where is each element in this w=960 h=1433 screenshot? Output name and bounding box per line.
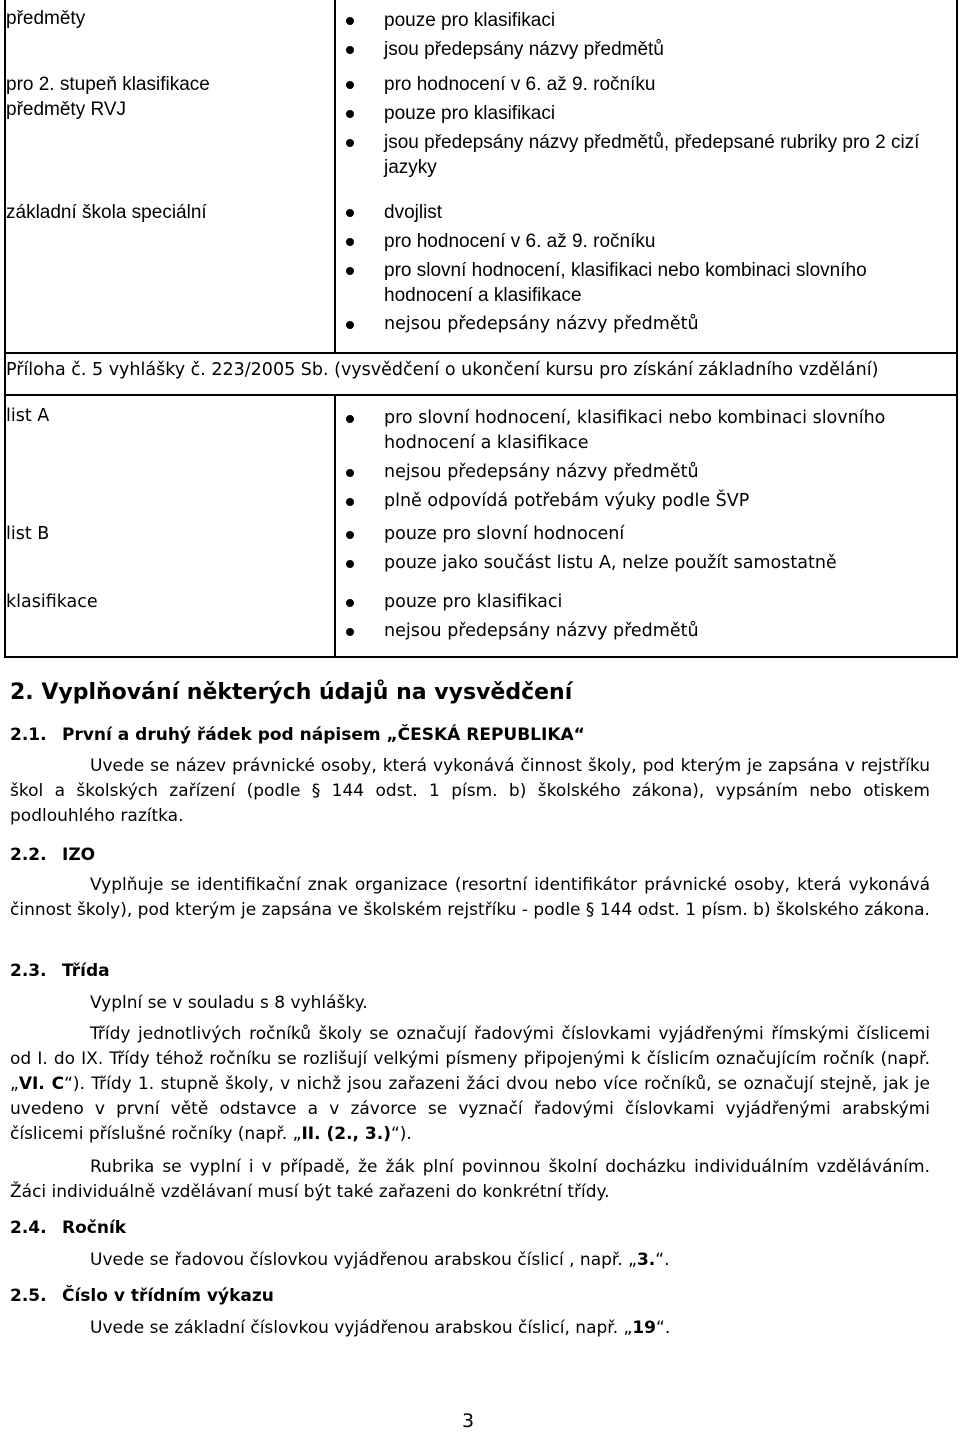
paragraph-2-3c: Rubrika se vyplní i v případě, že žák plní povinnou školní docházku individuálním vzděláváním. Žáci individuálně vzdělávaní musí být také zařazeni do konkrétní třídy. bbox=[10, 1157, 930, 1202]
row-bullets bbox=[335, 395, 957, 522]
list-item: pro hodnocení v 6. až 9. ročníku bbox=[344, 72, 956, 97]
paragraph-2-3b: Třídy jednotlivých ročníků školy se označují řadovými číslovkami vyjádřenými římskými číslicemi od I. do IX. Třídy téhož ročníku se rozlišují velkými písmeny připojenými k číslicím označujícím ročník (např. „VI. C“). Třídy 1. stupně školy, v nichž jsou zařazeni žáci dvou nebo více ročníků, se označují stejně, jak je uvedeno v první větě odstavce a v závorce se vyznačí řadovými číslovkami vyjádřenými arabskými číslicemi příslušné ročníky (např. „II. (2., 3.)“). bbox=[10, 1024, 930, 1144]
list-item: nejsou předepsány názvy předmětů bbox=[344, 460, 956, 485]
paragraph-2-1: Uvede se název právnické osoby, která vykonává činnost školy, pod kterým je zapsána v rejstříku škol a školských zařízení (podle § 144 odst. 1 písm. b) školského zákona), vypsáním nebo otiskem podlouhlého razítka. bbox=[10, 756, 930, 826]
priloha-row: Příloha č. 5 vyhlášky č. 223/2005 Sb. (vysvědčení o ukončení kursu pro získání základního vzdělání) bbox=[5, 353, 957, 395]
top-table bbox=[4, 0, 958, 658]
heading-2-4: 2.4. Ročník bbox=[10, 1218, 127, 1238]
list-item: pro hodnocení v 6. až 9. ročníku bbox=[344, 229, 956, 254]
list-item: pouze pro klasifikaci bbox=[344, 101, 956, 126]
list-item: pro slovní hodnocení, klasifikaci nebo kombinaci slovního hodnocení a klasifikace bbox=[344, 406, 944, 456]
row-bullets bbox=[335, 590, 957, 657]
row-label: základní škola speciální bbox=[5, 200, 335, 353]
row-label: list A bbox=[5, 395, 335, 522]
row-label: pro 2. stupeň klasifikace předměty RVJ bbox=[5, 72, 335, 200]
list-item: pro slovní hodnocení, klasifikaci nebo kombinaci slovního hodnocení a klasifikace bbox=[344, 258, 944, 308]
list-item: nejsou předepsány názvy předmětů bbox=[344, 312, 956, 337]
section-title: 2. Vyplňování některých údajů na vysvědčení bbox=[10, 680, 573, 705]
heading-2-1: 2.1. První a druhý řádek pod nápisem „ČESKÁ REPUBLIKA“ bbox=[10, 725, 585, 745]
list-item: pouze jako součást listu A, nelze použít samostatně bbox=[344, 551, 956, 576]
list-item: jsou předepsány názvy předmětů, předepsané rubriky pro 2 cizí jazyky bbox=[344, 130, 944, 180]
page-number: 3 bbox=[462, 1410, 475, 1432]
heading-2-3: 2.3. Třída bbox=[10, 961, 110, 981]
paragraph-2-5: Uvede se základní číslovkou vyjádřenou arabskou číslicí, např. „19“. bbox=[90, 1318, 671, 1338]
paragraph-2-3a: Vyplní se v souladu s 8 vyhlášky. bbox=[90, 993, 368, 1013]
row-label: list B bbox=[5, 522, 335, 590]
list-item: pouze pro slovní hodnocení bbox=[344, 522, 956, 547]
heading-2-2: 2.2. IZO bbox=[10, 845, 96, 865]
table-row bbox=[5, 353, 957, 395]
table-row bbox=[5, 0, 957, 72]
table-row bbox=[5, 200, 957, 353]
list-item: jsou předepsány názvy předmětů bbox=[344, 37, 956, 62]
row-bullets bbox=[335, 0, 957, 72]
table-row bbox=[5, 590, 957, 657]
table-row bbox=[5, 395, 957, 522]
row-bullets bbox=[335, 522, 957, 590]
list-item: nejsou předepsány názvy předmětů bbox=[344, 619, 956, 644]
paragraph-2-4: Uvede se řadovou číslovkou vyjádřenou arabskou číslicí , např. „3.“. bbox=[90, 1250, 670, 1270]
paragraph-2-2: Vyplňuje se identifikační znak organizace (resortní identifikátor právnické osoby, která vykonává činnost školy), pod kterým je zapsána ve školském rejstříku - podle § 144 odst. 1 písm. b) školského zákona. bbox=[10, 875, 930, 920]
list-item: plně odpovídá potřebám výuky podle ŠVP bbox=[344, 489, 956, 514]
table-row bbox=[5, 72, 957, 200]
row-label: klasifikace bbox=[5, 590, 335, 657]
row-bullets bbox=[335, 200, 957, 353]
list-item: pouze pro klasifikaci bbox=[344, 8, 956, 33]
heading-2-5: 2.5. Číslo v třídním výkazu bbox=[10, 1286, 274, 1306]
row-bullets bbox=[335, 72, 957, 200]
list-item: pouze pro klasifikaci bbox=[344, 590, 956, 615]
list-item: dvojlist bbox=[344, 200, 956, 225]
row-label: předměty bbox=[5, 0, 335, 72]
document-frame bbox=[4, 0, 958, 658]
table-row bbox=[5, 522, 957, 590]
